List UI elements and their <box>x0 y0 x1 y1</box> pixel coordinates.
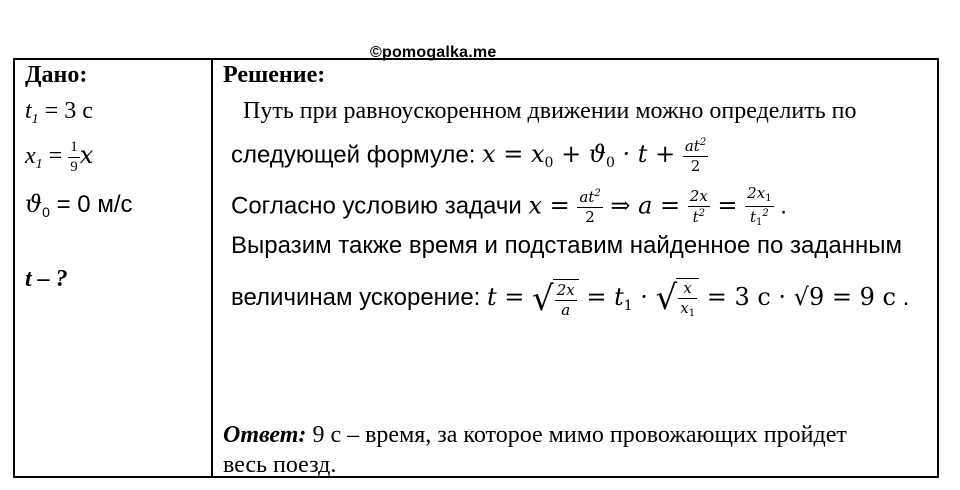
solution-line-3: Согласно условию задачи x = $\frac{at^2}{2}$ ⇒ a = $\frac{2x}{t^2}$ = $\frac{2x_1}{t_1^2}$ . <box>231 184 787 228</box>
formula-acceleration: x = <box>528 191 578 220</box>
column-divider <box>211 60 213 476</box>
given-header: Дано: <box>25 62 88 88</box>
solution-header: Решение: <box>223 62 326 88</box>
solution-line-2: следующей формуле: $x = x_0 + ϑ_0 \cdot t$ + $\frac{at^2}{2}$ <box>231 137 707 175</box>
watermark: ©pomogalka.me <box>370 44 497 61</box>
answer-line-2: весь поезд. <box>223 452 337 478</box>
given-x1: $x_1$ = $\frac{1}{9}$ x <box>25 139 94 175</box>
given-v0: $ϑ_0 = 0$ м/с <box>25 190 133 220</box>
solution-line-4: Выразим также время и подставим найденное по заданным <box>231 232 903 259</box>
answer-label: Ответ: <box>223 422 307 448</box>
formula-time: t = <box>487 282 533 311</box>
given-find: t – ? <box>25 266 68 292</box>
solution-line-1: Путь при равноускоренном движении можно определить по <box>243 98 857 124</box>
solution-line-5: величинам ускорение: t = √ $\frac{2x}{a}$ = $t_1$ · √ $\frac{x}{x_1}$ = 3 с · √9 = 9 с . <box>231 278 910 319</box>
answer-line-1: Ответ: 9 с – время, за которое мимо провожающих пройдет <box>223 422 847 448</box>
given-t1: $t_1 = 3$ с <box>25 98 93 127</box>
formula-path: $x = x_0 + ϑ_0 \cdot t$ + <box>482 140 683 172</box>
solution-table <box>13 58 939 478</box>
